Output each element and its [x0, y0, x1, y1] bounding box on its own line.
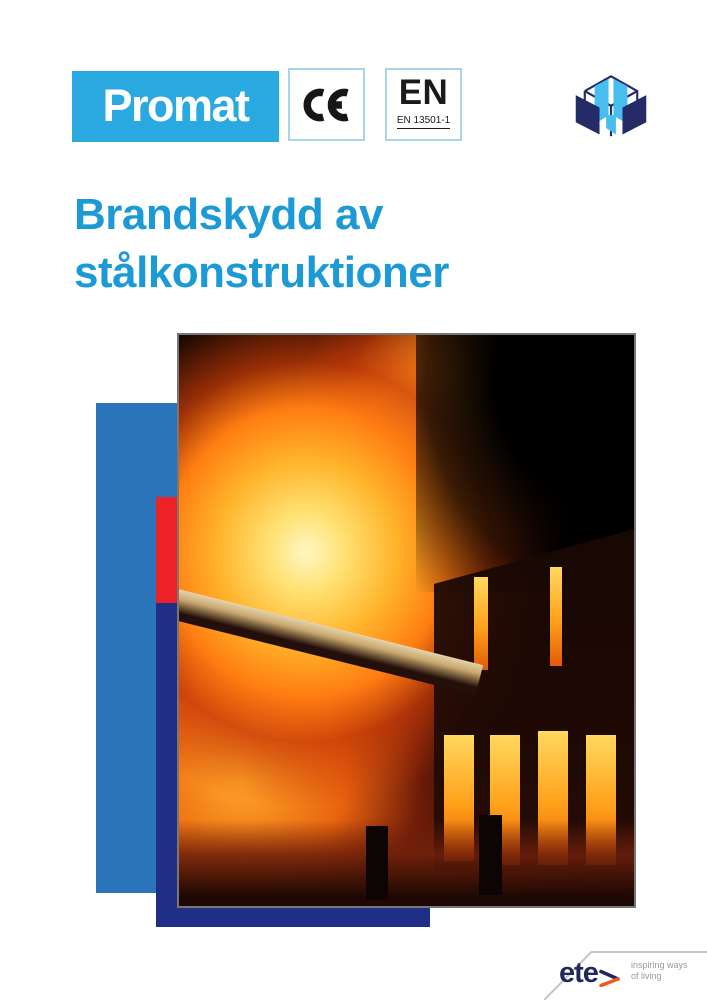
- etex-wordmark-text: ete: [559, 957, 598, 989]
- photo-window-glow: [474, 577, 488, 670]
- photo-post-silhouette: [366, 826, 389, 900]
- page-title: [74, 186, 449, 302]
- ce-mark-icon: [299, 86, 355, 124]
- photo-foreground-smoke: [179, 820, 634, 906]
- en-badge: [385, 68, 462, 141]
- en-standard-label: EN 13501-1: [397, 115, 450, 129]
- photo-window-glow: [550, 567, 562, 666]
- photo-post-silhouette: [479, 815, 502, 895]
- en-badge-title: EN: [398, 73, 449, 112]
- etex-logo: [559, 957, 620, 990]
- ce-badge: [288, 68, 365, 141]
- page-title-line1: Brandskydd av: [74, 190, 383, 239]
- accent-rect-red: [156, 497, 177, 603]
- isometric-board-logo-icon: [570, 63, 652, 147]
- promat-logo: [72, 71, 279, 142]
- etex-plate-top-border: [592, 951, 707, 953]
- page-title-line2: stålkonstruktioner: [74, 248, 449, 297]
- etex-tagline-line2: of living: [631, 970, 662, 981]
- etex-tagline: [631, 960, 688, 981]
- promat-logo-text: Promat: [102, 79, 249, 131]
- etex-x-chevron-icon: [599, 967, 620, 987]
- hero-fire-photo: [177, 333, 636, 908]
- etex-tagline-line1: inspiring ways: [631, 960, 688, 970]
